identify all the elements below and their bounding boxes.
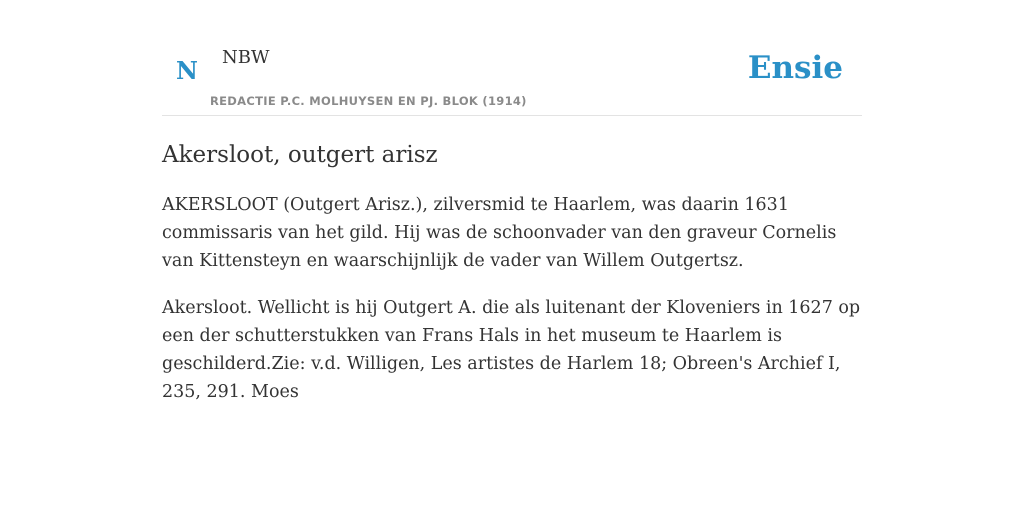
ensie-brand-link[interactable]: Ensie — [747, 50, 843, 86]
source-header — [162, 44, 862, 116]
article-paragraph: AKERSLOOT (Outgert Arisz.), zilversmid te Haarlem, was daarin 1631 commissaris van het gild. Hij was de schoonvader van den graveur Cornelis van Kittensteyn en waarschijnlijk de vader van Willem Outgertsz. — [162, 195, 837, 271]
source-editors: REDACTIE P.C. MOLHUYSEN EN PJ. BLOK (1914) — [210, 94, 527, 108]
page — [162, 0, 862, 406]
article-paragraph: Akersloot. Wellicht is hij Outgert A. die als luitenant der Kloveniers in 1627 op een der schutterstukken van Frans Hals in het museum te Haarlem is geschilderd.Zie: v.d. Willigen, Les artistes de Harlem 18; Obreen's Archief I, 235, 291. Moes — [162, 298, 861, 402]
source-name: NBW — [222, 47, 270, 68]
source-logo-link[interactable]: N — [176, 56, 198, 85]
article-title: Akersloot, outgert arisz — [162, 142, 438, 168]
